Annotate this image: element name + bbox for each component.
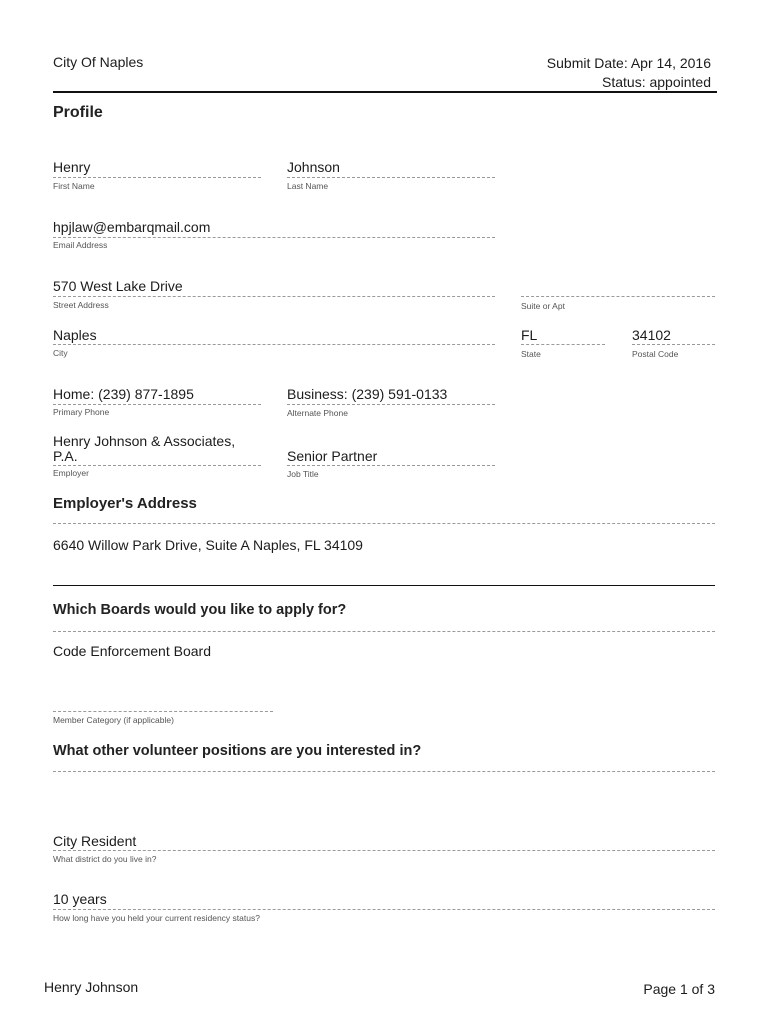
employer-value-line1: Henry Johnson & Associates, [53, 433, 236, 449]
boards-question: Which Boards would you like to apply for? [53, 602, 347, 618]
employer-label: Employer [53, 468, 89, 478]
last-name-value: Johnson [287, 159, 340, 175]
city-label: City [53, 348, 68, 358]
header-divider [53, 91, 717, 93]
years-field [53, 909, 715, 910]
street-label: Street Address [53, 300, 109, 310]
employer-address-heading: Employer's Address [53, 495, 197, 512]
postal-code-field [632, 344, 715, 345]
first-name-label: First Name [53, 181, 95, 191]
job-title-label: Job Title [287, 469, 319, 479]
email-label: Email Address [53, 240, 108, 250]
submit-date: Submit Date: Apr 14, 2016 [546, 55, 711, 71]
member-category-field [53, 711, 273, 712]
job-title-field [287, 465, 495, 466]
alternate-phone-field [287, 404, 495, 405]
city-field [53, 344, 495, 345]
street-value: 570 West Lake Drive [53, 278, 183, 294]
boards-question-rule [53, 631, 715, 632]
residency-field [53, 850, 715, 851]
postal-code-label: Postal Code [632, 349, 679, 359]
employer-address-value: 6640 Willow Park Drive, Suite A Naples, FL 34109 [53, 537, 363, 553]
years-value: 10 years [53, 891, 107, 907]
organization-name: City Of Naples [53, 54, 144, 70]
first-name-value: Henry [53, 159, 91, 175]
years-label: How long have you held your current residency status? [53, 913, 260, 923]
volunteer-question-rule [53, 771, 715, 772]
email-value: hpjlaw@embarqmail.com [53, 219, 211, 235]
volunteer-question: What other volunteer positions are you interested in? [53, 743, 422, 759]
primary-phone-label: Primary Phone [53, 407, 110, 417]
profile-heading: Profile [53, 104, 103, 121]
suite-field [521, 296, 715, 297]
last-name-label: Last Name [287, 181, 329, 191]
street-field [53, 296, 495, 297]
state-value: FL [521, 327, 538, 343]
primary-phone-value: Home: (239) 877-1895 [53, 386, 194, 402]
primary-phone-field [53, 404, 261, 405]
city-value: Naples [53, 327, 97, 343]
suite-label: Suite or Apt [521, 301, 565, 311]
footer-name: Henry Johnson [44, 979, 139, 995]
status: Status: appointed [602, 74, 711, 90]
residency-label: What district do you live in? [53, 854, 157, 864]
alternate-phone-value: Business: (239) 591-0133 [287, 386, 448, 402]
section-divider [53, 585, 715, 586]
job-title-value: Senior Partner [287, 448, 378, 464]
state-label: State [521, 349, 541, 359]
employer-value-line2: P.A. [53, 448, 78, 464]
page-number: Page 1 of 3 [643, 981, 715, 997]
postal-code-value: 34102 [632, 327, 671, 343]
email-field [53, 237, 495, 238]
employer-address-rule [53, 523, 715, 524]
alternate-phone-label: Alternate Phone [287, 408, 348, 418]
residency-value: City Resident [53, 833, 137, 849]
boards-answer: Code Enforcement Board [53, 643, 211, 659]
state-field [521, 344, 605, 345]
member-category-label: Member Category (if applicable) [53, 715, 174, 725]
employer-field [53, 465, 261, 466]
first-name-field [53, 177, 261, 178]
last-name-field [287, 177, 495, 178]
